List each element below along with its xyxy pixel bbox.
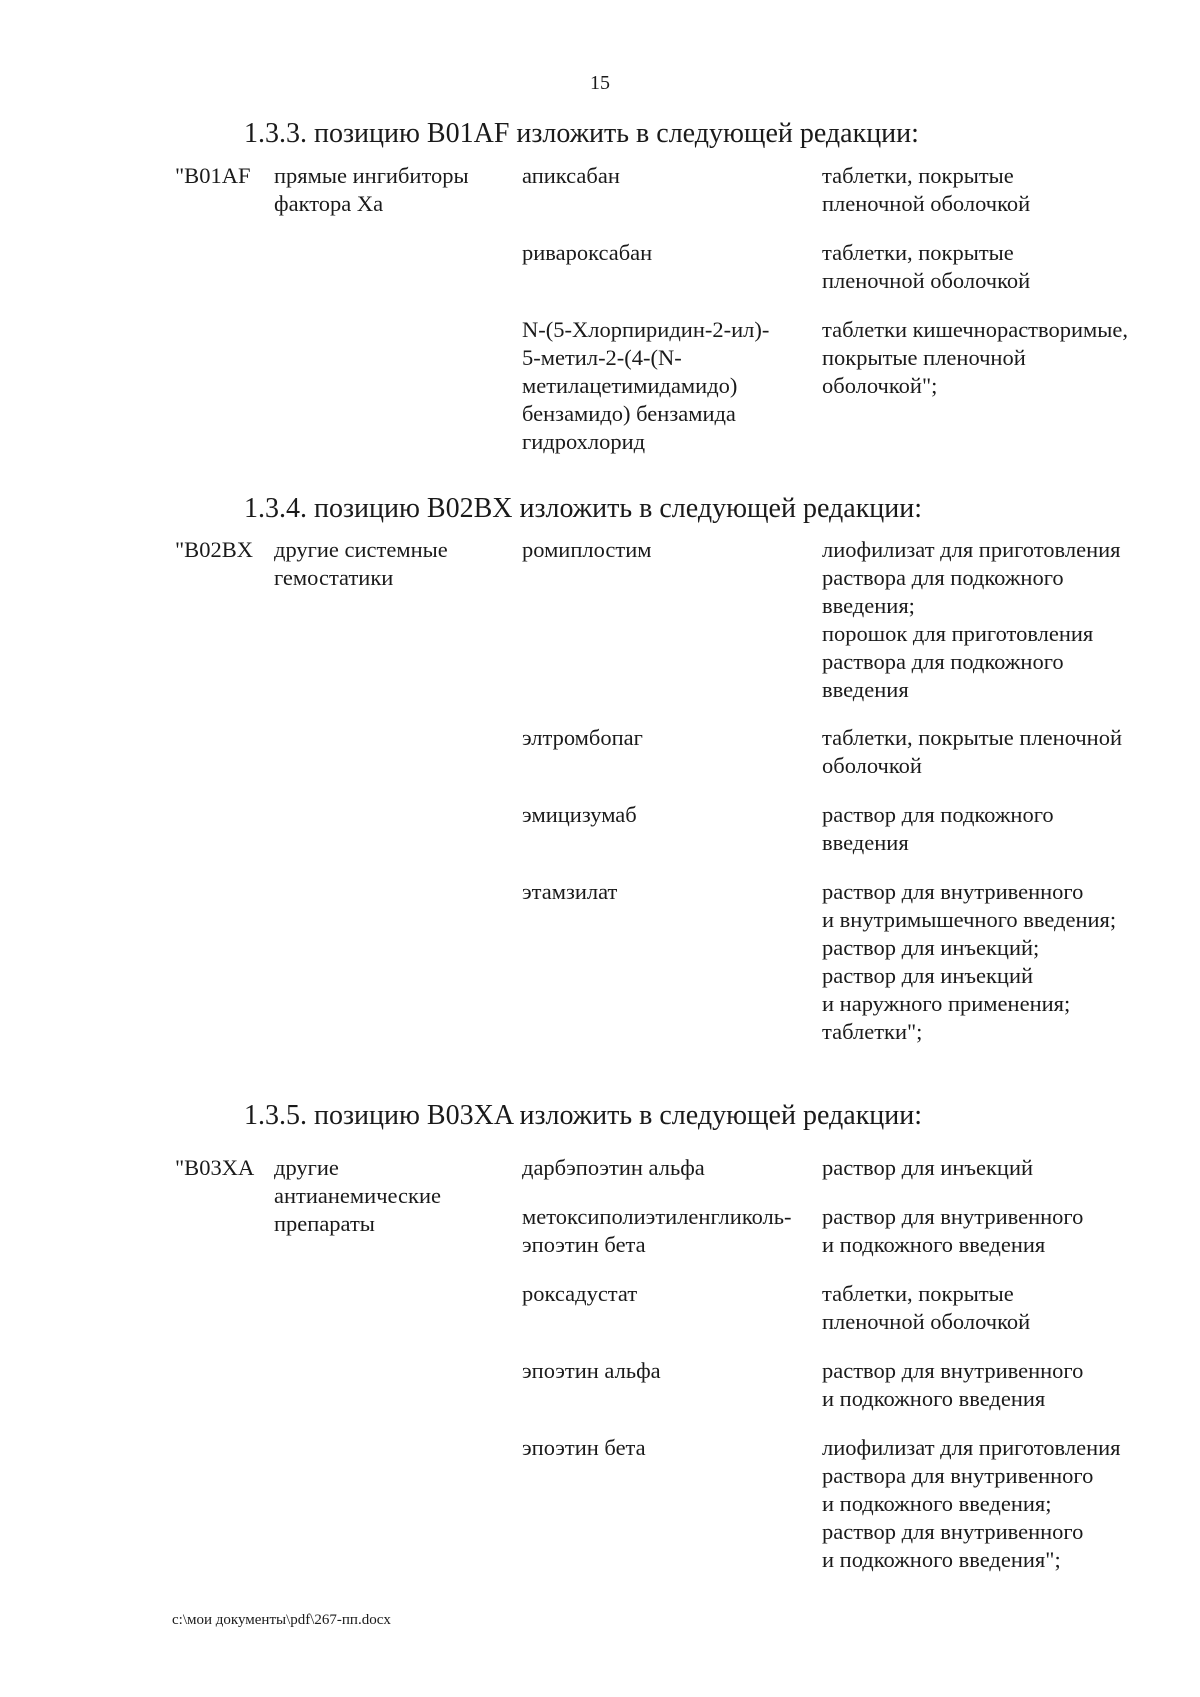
dosage-form: раствор для инъекций bbox=[822, 1155, 1034, 1180]
section-heading-b01af: 1.3.3. позицию B01AF изложить в следующей редакции: bbox=[244, 118, 919, 149]
dosage-form: таблетки, покрытые пленочной оболочкой bbox=[822, 1281, 1031, 1334]
dosage-form: раствор для внутривенного и подкожного введения bbox=[822, 1358, 1084, 1411]
dosage-form: раствор для внутривенного и внутримышечного введения; раствор для инъекций; раствор для инъекций и наружного применения; таблетки"; bbox=[822, 879, 1117, 1044]
drug-name: ривароксабан bbox=[522, 240, 653, 265]
drug-name: этамзилат bbox=[522, 879, 618, 904]
section-heading-b02bx: 1.3.4. позицию B02BX изложить в следующей редакции: bbox=[244, 493, 923, 524]
dosage-form: лиофилизат для приготовления раствора для внутривенного и подкожного введения; раствор для внутривенного и подкожного введения"; bbox=[822, 1435, 1121, 1572]
atc-code-b02bx: "B02BX bbox=[175, 537, 253, 562]
dosage-form: раствор для внутривенного и подкожного введения bbox=[822, 1204, 1084, 1257]
drug-name: эпоэтин бета bbox=[522, 1435, 646, 1460]
dosage-form: таблетки кишечнорастворимые, покрытые пленочной оболочкой"; bbox=[822, 317, 1128, 398]
drug-name: дарбэпоэтин альфа bbox=[522, 1155, 705, 1180]
drug-name: метоксиполиэтиленгликоль- эпоэтин бета bbox=[522, 1204, 792, 1257]
atc-group-b03xa: другие антианемические препараты bbox=[274, 1155, 442, 1236]
drug-name: ромиплостим bbox=[522, 537, 652, 562]
page-number: 15 bbox=[590, 72, 610, 94]
atc-code-b01af: "B01AF bbox=[175, 163, 251, 188]
drug-name: элтромбопаг bbox=[522, 725, 643, 750]
dosage-form: раствор для подкожного введения bbox=[822, 802, 1054, 855]
drug-name: N-(5-Хлорпиридин-2-ил)- 5-метил-2-(4-(N- метилацетимидамидо) бензамидо) бензамида гидрохлорид bbox=[522, 317, 770, 454]
drug-name: апиксабан bbox=[522, 163, 620, 188]
dosage-form: лиофилизат для приготовления раствора для подкожного введения; порошок для приготовления раствора для подкожного введения bbox=[822, 537, 1121, 702]
section-heading-b03xa: 1.3.5. позицию B03XA изложить в следующей редакции: bbox=[244, 1100, 923, 1131]
drug-name: эпоэтин альфа bbox=[522, 1358, 661, 1383]
drug-name: роксадустат bbox=[522, 1281, 638, 1306]
atc-group-b01af: прямые ингибиторы фактора Xa bbox=[274, 163, 469, 216]
atc-group-b02bx: другие системные гемостатики bbox=[274, 537, 448, 590]
dosage-form: таблетки, покрытые пленочной оболочкой bbox=[822, 163, 1031, 216]
dosage-form: таблетки, покрытые пленочной оболочкой bbox=[822, 725, 1123, 778]
dosage-form: таблетки, покрытые пленочной оболочкой bbox=[822, 240, 1031, 293]
atc-code-b03xa: "B03XA bbox=[175, 1155, 255, 1180]
drug-name: эмицизумаб bbox=[522, 802, 637, 827]
file-path-footer: c:\мои документы\pdf\267-пп.docx bbox=[172, 1612, 391, 1628]
